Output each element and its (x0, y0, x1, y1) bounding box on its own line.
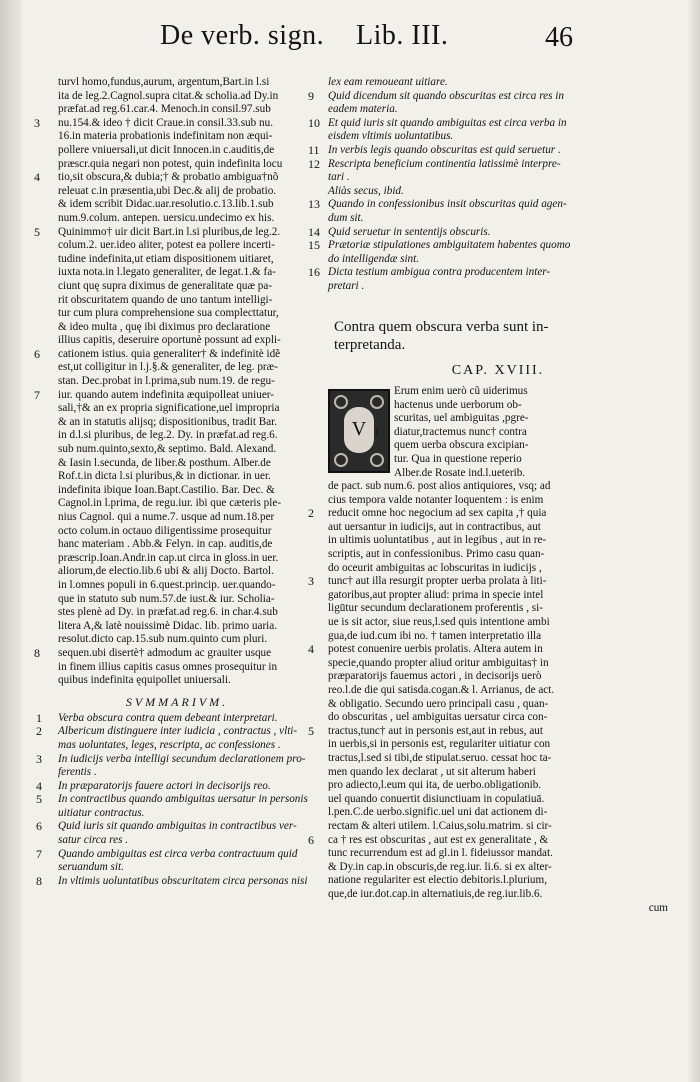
text-line (58, 402, 296, 416)
text-line-text: tunc recurrendum est ad gl.in l. fideiussor mandat. (328, 847, 553, 860)
text-line (58, 198, 296, 212)
text-line-text: diatur,tractemus nunc† contra (394, 425, 527, 438)
text-line-text: in l.omnes populi in 6.quest.princip. uer.quando- (58, 578, 276, 591)
marginal-number: 16 (308, 265, 320, 280)
text-line-text: Rof.t.in dicta l.si pluribus,& in dictionar. in uer. (58, 470, 271, 483)
text-line-text: natione regulariter est electio debitoris.l.plurium, (328, 874, 548, 887)
text-line (58, 144, 296, 158)
text-line (58, 552, 296, 566)
text-line-text: ciunt quę supra diximus de generalitate quæ pa- (58, 279, 273, 292)
text-line-text: cationem istius. quia generaliter† & indefinitè idẽ (58, 347, 281, 360)
text-line-text: reo.l.de die qui satisda.cogan.& l. Arrianus, de act. (328, 684, 555, 696)
text-line-text: & ideo multa , quę ibi diximus pro declaratione (58, 320, 271, 333)
running-book: Lib. III. (356, 20, 449, 51)
marginal-number: 9 (308, 88, 314, 103)
summary-item-text: In contractibus quando ambiguitas uersatur in personis (58, 793, 308, 806)
text-line (58, 620, 296, 634)
text-line-text: tudine indefinita,ut etiam dispositionem uitiaret, (58, 252, 274, 265)
text-line-text: ligūtur secundum declarationem proferentis , si- (328, 602, 543, 615)
text-line (58, 633, 296, 647)
text-line-text: scuritas, uel ambiguitas ,pgre- (394, 412, 529, 425)
text-line-text: tur cum plura comprehensione sua complecttatur, (58, 307, 279, 320)
text-line (308, 723, 668, 739)
text-line (328, 888, 668, 902)
text-line-text: est,ut colligitur in l.j.§.& generaliter, de leg. præ- (58, 361, 278, 374)
text-line (328, 534, 668, 548)
text-line (58, 253, 296, 267)
text-line (328, 657, 668, 671)
summary-item (328, 212, 668, 226)
text-line (328, 616, 668, 630)
text-line-text: nius Cagnol. qui a nume.7. usque ad num.18.per (58, 511, 275, 523)
text-line (58, 565, 296, 579)
summary-item-text: Quid seruetur in sententijs obscuris. (328, 225, 491, 238)
text-line (394, 412, 668, 426)
text-line-text: cius tempora valde notanter loquentem : is enim (328, 493, 544, 506)
chapter-title (334, 318, 668, 354)
text-line (328, 766, 668, 780)
left-body-text (34, 76, 296, 688)
summary-item-text: In verbis legis quando obscuritas est quid seruetur . (328, 143, 561, 156)
initial-letter: V (344, 407, 374, 453)
marginal-number: 6 (36, 819, 42, 834)
text-line-text: in finem illius capitis casus omnes prosequitur in (58, 660, 278, 673)
text-line (58, 185, 296, 199)
text-line-text: do obscuritas , uel ambiguitas uersatur circa con- (328, 711, 548, 724)
ornament-flourish-icon (334, 395, 348, 409)
text-line (328, 480, 668, 494)
text-line-text: tur. Qua in questione reperio (394, 453, 522, 466)
text-line (328, 670, 668, 684)
text-line (58, 334, 296, 348)
text-line (34, 170, 296, 185)
marginal-number: 13 (308, 197, 320, 212)
text-line-text: l.pen.C.de uerbo.signific.uel uni dat actionem di- (328, 806, 548, 819)
text-line (58, 538, 296, 552)
marginal-number: 3 (34, 115, 40, 130)
text-line (58, 375, 296, 389)
text-line (328, 630, 668, 644)
summary-item-text: Verba obscura contra quem debeant interpretari. (58, 711, 278, 724)
marginal-number: 14 (308, 224, 320, 239)
summary-item-text: Rescripta beneficium continentia latissimè interpre- (328, 157, 561, 170)
text-line-text: tractus,tunc† aut in personis est,aut in rebus, aut (328, 724, 543, 737)
right-summary-list (308, 76, 668, 294)
text-line-text: 16.in materia probationis indefinitam non æqui- (58, 130, 273, 143)
text-line (58, 321, 296, 335)
marginal-number: 4 (36, 778, 42, 793)
text-line-text: ue is sit actor, siue reus,l.sed quis intentione ambi (328, 616, 550, 629)
summary-item (36, 846, 298, 862)
summary-item (328, 103, 668, 117)
text-line-text: rit obscuritatem quando de uno tantum intelligi- (58, 293, 273, 306)
marginal-number: 1 (374, 424, 380, 439)
chapter-title-line-2: terpretanda. (334, 336, 406, 353)
marginal-number: 8 (36, 873, 42, 888)
summary-item-text: tari . (328, 171, 350, 184)
summary-item-text: In præparatorijs fauere actori in decisorijs reo. (58, 779, 271, 792)
text-line-text: pollere vniuersali,ut dicit Innocen.in c.auditis,de (58, 143, 275, 156)
dropcap-paragraph (328, 385, 668, 480)
summary-item (36, 792, 308, 807)
text-line (328, 548, 668, 562)
text-line-text: do oceurit ambiguitas ac lobscuritas in iudicijs , (328, 561, 542, 574)
text-line (328, 793, 668, 807)
text-line-text: iuxta nota.in l.legato generaliter, de legat.1.& fa- (58, 266, 276, 279)
text-line-text: que in statuto sub num.57.de iust.& iur. Scholia- (58, 592, 275, 605)
text-line-text: que,de iur.dot.cap.in alternatiuis,de reg.iur.lib.6. (328, 887, 543, 900)
text-line (58, 606, 296, 620)
text-line-text: in uerbis,si in personis est, regulariter uitiatur con (328, 738, 551, 751)
text-line (58, 457, 296, 471)
text-line (58, 593, 296, 607)
text-line-text: quibus indefinita ęquipollet uniuersali. (58, 674, 231, 687)
text-line (328, 602, 668, 616)
summary-item (58, 861, 296, 875)
page-gutter-shadow (0, 0, 22, 1082)
summary-item (58, 739, 296, 753)
text-line-text: sequen.ubi disertè† admodum ac grauiter usque (58, 646, 272, 659)
text-line-text: ita de leg.2.Cagnol.supra citat.& scholia.ad Dy.in (58, 89, 279, 102)
text-line (308, 642, 668, 657)
text-line (328, 494, 668, 508)
text-line-text: quem uerba obscura excipian- (394, 439, 529, 452)
dropcap-text (374, 385, 668, 480)
text-line-text: scriptis, aut in confessionibus. Primo casu quan- (328, 548, 545, 561)
marginal-number: 6 (34, 346, 40, 361)
summary-item-text: Quid iuris sit quando ambiguitas in contractibus ver- (58, 820, 297, 833)
text-line (58, 661, 296, 675)
summary-item-text: ferentis . (58, 766, 97, 779)
text-line-text: præparatorijs fauemus actori , in decisorijs uerò (328, 670, 542, 683)
text-line (34, 387, 296, 403)
summary-item (36, 778, 296, 794)
summary-item (58, 766, 296, 780)
summary-item-text: seruandum sit. (58, 861, 124, 874)
text-line-text: & obligatio. Secundo uero principali casu , quan- (328, 697, 549, 710)
summary-item (308, 224, 668, 240)
text-line (328, 684, 668, 698)
text-line-text: sali,†& an ex propria significatione,uel impropria (58, 402, 280, 415)
text-line-text: men quando lex declarat , ut sit alterum haberi (328, 765, 536, 778)
summary-item (36, 710, 296, 726)
text-line-text: præscr.quia negari non potest, quin indefinita locu (58, 157, 283, 170)
text-line (58, 239, 296, 253)
text-line-text: & an in statutis alijsq; dispositionibus, tradit Bar. (58, 415, 278, 428)
left-summary-list (36, 710, 308, 889)
running-header (160, 20, 580, 56)
text-line-text: gua,de iud.cum ibi no. † tamen interpretatio illa (328, 629, 542, 642)
right-column (308, 76, 668, 915)
summary-item (308, 115, 668, 131)
summary-item-text: lex eam remoueant uitiare. (328, 76, 448, 88)
text-line (328, 521, 668, 535)
text-line (34, 224, 296, 240)
marginal-number: 2 (308, 506, 314, 521)
marginal-number: 11 (308, 142, 320, 157)
summary-item-text: Prætoriæ stipulationes ambiguitatem habentes quomo (328, 239, 571, 252)
marginal-number: 5 (308, 723, 314, 738)
ornamental-initial (328, 389, 390, 473)
text-line (374, 424, 668, 440)
marginal-number: 3 (308, 574, 314, 589)
text-line (58, 443, 296, 457)
summary-item-text: dum sit. (328, 211, 364, 224)
marginal-number: 8 (34, 645, 40, 660)
summary-item-text: mas uoluntates, leges, rescripta, ac confessiones . (58, 738, 281, 751)
summary-item (328, 185, 668, 199)
text-line-text: uel quando conuertit disiunctiuam in copulatiuā. (328, 792, 545, 805)
summary-item-text: Et quid iuris sit quando ambiguitas est circa verba in (328, 116, 567, 129)
text-line-text: reducit omne hoc negocium ad sex capita ,† quia (328, 507, 547, 520)
summary-item-text: Quando ambiguitas est circa verba contractuum quid (58, 847, 298, 860)
summary-item-text: Aliàs secus, ibid. (328, 184, 404, 197)
ornament-flourish-icon (370, 395, 384, 409)
text-line (58, 416, 296, 430)
text-line (58, 130, 296, 144)
summary-item-text: eadem materia. (328, 103, 398, 116)
marginal-number: 15 (308, 238, 320, 253)
marginal-number: 4 (34, 170, 40, 185)
text-line-text: potest conuenire uerbis prolatis. Altera autem in (328, 643, 543, 656)
text-line (328, 589, 668, 603)
text-line-text: iur. quando autem indefinita æquipolleat uniuer- (58, 388, 275, 401)
summary-item-text: satur circa res . (58, 834, 129, 847)
text-line-text: pro adiecto,l.eum qui ita, de uerbo.obligationib. (328, 779, 542, 792)
summary-item-text: do intelligendæ sint. (328, 252, 420, 265)
text-line-text: turvl homo,fundus,aurum, argentum,Bart.in l.si (58, 76, 270, 88)
text-line (328, 562, 668, 576)
summary-item-text: Dicta testium ambigua contra producentem inter- (328, 266, 551, 279)
text-line (34, 346, 296, 362)
summary-item (308, 265, 668, 280)
summary-item (328, 76, 668, 90)
ornament-flourish-icon (370, 453, 384, 467)
text-line-text: præfat.ad reg.61.car.4. Menoch.in consil.97.sub (58, 103, 271, 116)
marginal-number: 6 (308, 832, 314, 847)
marginal-number: 7 (34, 387, 40, 402)
text-line-text: nu.154.& ideo † dicit Craue.in consil.33.sub nu. (58, 116, 274, 129)
summary-item-text: uitiatur contractus. (58, 806, 145, 819)
text-line (34, 645, 296, 661)
text-line (328, 847, 668, 861)
marginal-number: 5 (36, 792, 42, 807)
text-line-text: releuat c.in præsentia,ubi Dec.& alij de probatio. (58, 184, 277, 197)
text-line (58, 76, 296, 90)
text-line (308, 506, 668, 521)
chapter-title-line-1: Contra quem obscura verba sunt in- (334, 318, 549, 335)
text-line (58, 579, 296, 593)
running-title: De verb. sign. (160, 20, 325, 51)
text-line-text: hactenus unde uerborum ob- (394, 398, 522, 411)
text-line (58, 674, 296, 688)
right-body-text (308, 480, 668, 901)
marginal-number: 12 (308, 156, 320, 171)
text-line-text: stan. Dec.probat in l.prima,sub num.19. de regu- (58, 375, 275, 388)
text-line-text: specie,quando propter aliud oritur ambiguitas† in (328, 656, 549, 669)
text-line (328, 861, 668, 875)
summary-item (36, 873, 308, 889)
marginal-number: 4 (308, 642, 314, 657)
text-line (328, 874, 668, 888)
text-line-text: tunc† aut illa resurgit propter uerba prolata à liti- (328, 575, 547, 588)
text-line-text: ca † res est obscuritas , aut est ex generalitate , & (328, 833, 549, 846)
text-line-text: rectam & alteri utilem. l.Caius,solu.matrim. si cir- (328, 819, 552, 832)
text-line-text: num.9.colum. antepen. uersicu.undecimo ex his. (58, 211, 275, 224)
text-line-text: præscrip.Ioan.Andr.in cap.ut circa in gloss.in uer. (58, 551, 279, 564)
text-line-text: resolut.dicto cap.15.sub num.quinto cum pluri. (58, 633, 268, 646)
text-line (308, 574, 668, 589)
text-line-text: & idem scribit Didac.uar.resolutio.c.13.lib.1.sub (58, 198, 274, 211)
text-line-text: in d.l.si pluribus, de leg.2. Dy. in præfat.ad reg.6. (58, 429, 278, 442)
text-line (328, 752, 668, 766)
summary-item-text: Albericum distinguere inter iudicia , contractus , vlti- (58, 725, 298, 738)
text-line (308, 832, 668, 848)
catchword: cum (648, 901, 668, 914)
summary-item-text: pretari . (328, 279, 365, 292)
summary-item (36, 751, 306, 767)
summary-item (58, 834, 296, 848)
text-line (58, 158, 296, 172)
text-line (58, 497, 296, 511)
summary-item-text: Quid dicendum sit quando obscuritas est circa res in (328, 89, 564, 102)
text-line-text: & Dy.in cap.in obscuris,de reg.iur. li.6. si ex alter- (328, 860, 552, 873)
page-edge-shadow (686, 0, 700, 1082)
summary-item (328, 280, 668, 294)
text-line-text: & Iasin l.secunda, de liber.& posthum. Alber.de (58, 456, 271, 469)
text-line-text: tio,sit obscura,& dubia;† & probatio ambigua†nõ (58, 171, 279, 184)
text-line (34, 115, 296, 131)
text-line-text: Quinimmo† uir dicit Bart.in l.si pluribus,de leg.2. (58, 225, 281, 238)
text-line (58, 511, 296, 525)
text-line (58, 212, 296, 226)
text-line (58, 470, 296, 484)
text-line (394, 467, 668, 481)
text-line (394, 439, 668, 453)
text-line (58, 429, 296, 443)
text-line-text: Cagnol.in l.prima, de regu.iur. ibi que cæteris ple- (58, 497, 282, 510)
text-line-text: illius capitis, deseruire oportunè possunt ad expli- (58, 334, 281, 347)
summary-item (308, 142, 668, 158)
text-line-text: aut uersantur in iudicijs, aut in contractibus, aut (328, 520, 541, 533)
text-line (58, 90, 296, 104)
text-line (58, 103, 296, 117)
marginal-number: 5 (34, 224, 40, 239)
left-column (34, 76, 308, 888)
text-line-text: sub num.quinto,sexto,& septimo. Bald. Alexand. (58, 443, 277, 456)
text-line-text: stes plenè ad Dy. in præfat.ad reg.6. in char.4.sub (58, 606, 278, 619)
marginal-number: 1 (36, 710, 42, 725)
summary-item (58, 807, 296, 821)
text-line (328, 738, 668, 752)
text-line-text: Alber.de Rosate ind.l.ueterib. (394, 466, 526, 479)
text-line (328, 779, 668, 793)
ornament-flourish-icon (334, 453, 348, 467)
marginal-number: 3 (36, 751, 42, 766)
text-line-text: litera A,& latè nouissimè Didac. lib. primo uaria. (58, 619, 278, 632)
marginal-number: 10 (308, 115, 320, 130)
summary-item (308, 197, 668, 212)
text-line-text: aliorum,de electio.lib.6 ubi & alij Docto. Bartol. (58, 565, 274, 578)
summary-item-text: In iudicijs verba intelligi secundum declarationem pro- (58, 752, 306, 765)
text-line (328, 806, 668, 820)
summary-heading: SVMMARIVM. (125, 694, 229, 709)
text-line (394, 399, 668, 413)
text-line (394, 453, 668, 467)
text-line-text: hanc materiam . Abb.& Felyn. in cap. auditis,de (58, 538, 273, 551)
text-line (58, 525, 296, 539)
marginal-number: 7 (36, 846, 42, 861)
summary-item (328, 130, 668, 144)
text-line-text: de pact. sub num.6. post alios antiquiores, vsq; ad (328, 480, 551, 493)
text-line-text: in ultimis uoluntatibus , aut in legibus , aut in re- (328, 534, 547, 547)
text-line (58, 294, 296, 308)
summary-item-text: eisdem vltimis uoluntatibus. (328, 130, 454, 143)
marginal-number: 2 (36, 724, 42, 739)
chapter-number: CAP. XVIII. (451, 362, 545, 378)
text-line-text: indefinita ibique Ioan.Bapt.Castilio. Bar. Dec. & (58, 483, 275, 496)
text-line (58, 266, 296, 280)
summary-item (308, 88, 668, 104)
summary-item (308, 156, 668, 172)
text-line (328, 820, 668, 834)
text-line (58, 361, 296, 375)
summary-item-text: Quando in confessionibus insit obscuritas quid agen- (328, 198, 567, 211)
text-line (394, 385, 668, 399)
summary-item-text: In vltimis uoluntatibus obscuritatem circa personas nisi (58, 874, 308, 887)
summary-item (36, 724, 298, 739)
text-line (58, 280, 296, 294)
text-line-text: tractus,l.sed si tibi,de stipulat.seruo. cessat hoc ta- (328, 751, 552, 764)
summary-item (328, 171, 668, 185)
text-line-text: octo colum.in octauo diligentissime prosequitur (58, 524, 272, 537)
text-line (328, 698, 668, 712)
text-line (328, 711, 668, 725)
text-line-text: colum.2. uer.ideo aliter, potest ea pollere incerti- (58, 239, 276, 252)
summary-item (328, 253, 668, 267)
page-number: 46 (545, 22, 573, 53)
text-line (58, 307, 296, 321)
summary-item (36, 819, 297, 834)
text-line-text: gatoribus,aut propter aliud: prima in specie intel (328, 588, 544, 601)
text-line-text: Erum enim uerò cũ uiderimus (394, 385, 528, 398)
summary-item (308, 238, 668, 253)
text-line (58, 484, 296, 498)
